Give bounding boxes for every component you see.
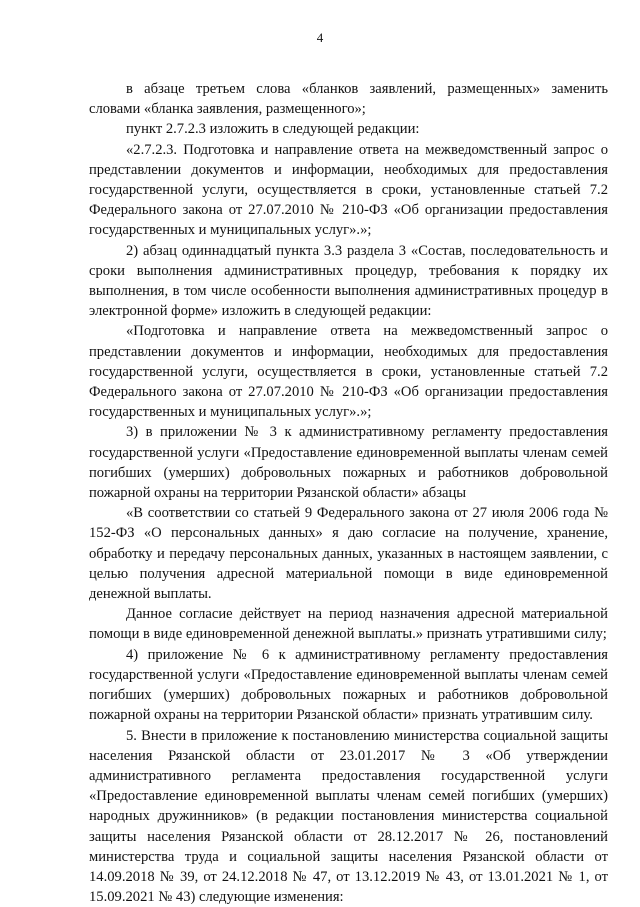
paragraph: Данное согласие действует на период назначения адресной материальной помощи в виде единовременной денежной выплаты.» признать утратившими силу; bbox=[89, 604, 608, 644]
page-number: 4 bbox=[0, 30, 640, 46]
paragraph: 3) в приложении № 3 к административному регламенту предоставления государственной услуги «Предоставление единовременной выплаты членам семей погибших (умерших) добровольных пожарных и работников добровольной пожарной охраны на территории Рязанской области» абзацы bbox=[89, 422, 608, 503]
paragraph: 4) приложение № 6 к административному регламенту предоставления государственной услуги «Предоставление единовременной выплаты членам семей погибших (умерших) добровольных пожарных и работников добровольной пожарной охраны на территории Рязанской области» признать утратившим силу. bbox=[89, 645, 608, 726]
paragraph: 5. Внести в приложение к постановлению министерства социальной защиты населения Рязанской области от 23.01.2017 № 3 «Об утверждении административного регламента предоставления государственной услуги «Предоставление единовременной выплаты членам семей погибших (умерших) народных дружинников» (в редакции постановления министерства социальной защиты населения Рязанской области от 28.12.2017 № 26, постановлений министерства труда и социальной защиты населения Рязанской области от 14.09.2018 № 39, от 24.12.2018 № 47, от 13.12.2019 № 43, от 13.01.2021 № 1, от 15.09.2021 № 43) следующие изменения: bbox=[89, 726, 608, 907]
paragraph: «2.7.2.3. Подготовка и направление ответа на межведомственный запрос о представлении документов и информации, необходимых для предоставления государственной услуги, осуществляется в сроки, установленные статьей 7.2 Федерального закона от 27.07.2010 № 210-ФЗ «Об организации предоставления государственных и муниципальных услуг».»; bbox=[89, 140, 608, 241]
paragraph: в абзаце третьем слова «бланков заявлений, размещенных» заменить словами «бланка заявления, размещенного»; bbox=[89, 79, 608, 119]
paragraph: 2) абзац одиннадцатый пункта 3.3 раздела 3 «Состав, последовательность и сроки выполнения административных процедур, требования к порядку их выполнения, в том числе особенности выполнения административных процедур в электронной форме» изложить в следующей редакции: bbox=[89, 241, 608, 322]
paragraph: «Подготовка и направление ответа на межведомственный запрос о представлении документов и информации, необходимых для предоставления государственной услуги, осуществляется в сроки, установленные статьей 7.2 Федерального закона от 27.07.2010 № 210-ФЗ «Об организации предоставления государственных и муниципальных услуг».»; bbox=[89, 321, 608, 422]
paragraph: пункт 2.7.2.3 изложить в следующей редакции: bbox=[89, 119, 608, 139]
paragraph: «В соответствии со статьей 9 Федерального закона от 27 июля 2006 года № 152-ФЗ «О персональных данных» я даю согласие на получение, хранение, обработку и передачу персональных данных, указанных в настоящем заявлении, с целью получения адресной материальной помощи в виде единовременной денежной выплаты. bbox=[89, 503, 608, 604]
document-body bbox=[89, 79, 608, 907]
